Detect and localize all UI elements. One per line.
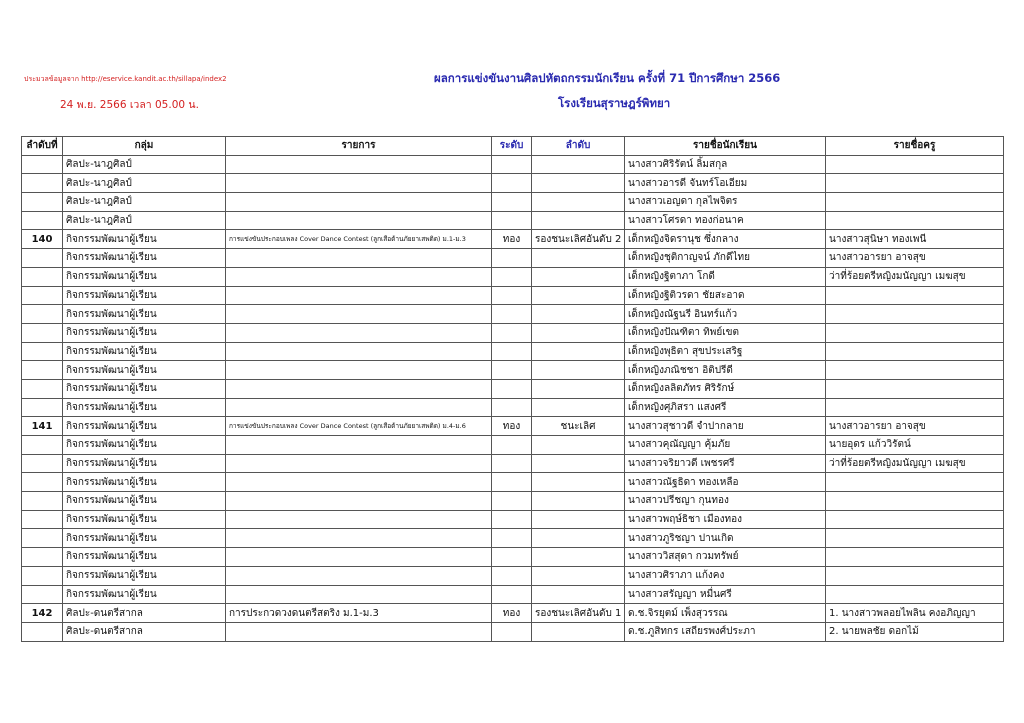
cell-teacher [826, 398, 1004, 417]
cell-no [22, 436, 63, 455]
cell-event [226, 585, 492, 604]
cell-no [22, 174, 63, 193]
cell-no [22, 529, 63, 548]
cell-event [226, 622, 492, 641]
cell-rank [532, 286, 625, 305]
table-row [22, 604, 1004, 623]
table-row [22, 361, 1004, 380]
col-header-no: ลำดับที่ [22, 137, 63, 156]
cell-rank: รองชนะเลิศอันดับ 2 [532, 230, 625, 249]
cell-group: กิจกรรมพัฒนาผู้เรียน [63, 323, 226, 342]
cell-teacher: ว่าที่ร้อยตรีหญิงมนัญญา เมฆสุข [826, 454, 1004, 473]
cell-rank [532, 548, 625, 567]
cell-no [22, 566, 63, 585]
cell-event [226, 305, 492, 324]
cell-rank [532, 323, 625, 342]
cell-no [22, 454, 63, 473]
cell-student: นางสาวภูริชญา ปานเกิด [625, 529, 826, 548]
cell-student: นางสาวพฤษ์ธิชา เมืองทอง [625, 510, 826, 529]
cell-level [492, 622, 532, 641]
cell-student: เด็กหญิงพุธิตา สุขประเสริฐ [625, 342, 826, 361]
cell-rank: ชนะเลิศ [532, 417, 625, 436]
cell-group: กิจกรรมพัฒนาผู้เรียน [63, 510, 226, 529]
cell-event [226, 286, 492, 305]
cell-event [226, 379, 492, 398]
table-row [22, 211, 1004, 230]
cell-group: ศิลปะ-นาฎศิลป์ [63, 193, 226, 212]
cell-rank [532, 436, 625, 455]
cell-no [22, 492, 63, 511]
cell-level [492, 342, 532, 361]
cell-rank [532, 492, 625, 511]
table-row [22, 529, 1004, 548]
cell-rank [532, 193, 625, 212]
cell-group: กิจกรรมพัฒนาผู้เรียน [63, 286, 226, 305]
date-note: 24 พ.ย. 2566 เวลา 05.00 น. [60, 99, 199, 111]
cell-teacher [826, 585, 1004, 604]
cell-event [226, 454, 492, 473]
table-row [22, 454, 1004, 473]
cell-student: ด.ช.จิรยุตม์ เพ็งสุวรรณ [625, 604, 826, 623]
cell-level [492, 566, 532, 585]
cell-no [22, 286, 63, 305]
cell-teacher [826, 510, 1004, 529]
table-row [22, 379, 1004, 398]
school-name: โรงเรียนสุราษฎร์พิทยา [558, 96, 671, 110]
cell-event [226, 155, 492, 174]
table-row [22, 398, 1004, 417]
cell-event [226, 436, 492, 455]
cell-event [226, 473, 492, 492]
cell-group: กิจกรรมพัฒนาผู้เรียน [63, 417, 226, 436]
table-body [22, 155, 1004, 641]
cell-teacher [826, 548, 1004, 567]
table-row [22, 174, 1004, 193]
cell-teacher [826, 566, 1004, 585]
cell-level [492, 398, 532, 417]
cell-group: กิจกรรมพัฒนาผู้เรียน [63, 436, 226, 455]
cell-group: กิจกรรมพัฒนาผู้เรียน [63, 305, 226, 324]
cell-event [226, 510, 492, 529]
cell-teacher: นางสาวอารยา อาจสุข [826, 417, 1004, 436]
cell-level [492, 174, 532, 193]
cell-student: นางสาวเอญดา กุลไพจิตร [625, 193, 826, 212]
cell-rank [532, 361, 625, 380]
cell-teacher [826, 286, 1004, 305]
table-header-row [22, 137, 1004, 156]
cell-group: กิจกรรมพัฒนาผู้เรียน [63, 548, 226, 567]
cell-teacher: 1. นางสาวพลอยไพลิน คงอภิญญา [826, 604, 1004, 623]
table-row [22, 585, 1004, 604]
cell-rank [532, 566, 625, 585]
cell-event [226, 398, 492, 417]
cell-group: กิจกรรมพัฒนาผู้เรียน [63, 379, 226, 398]
cell-level [492, 379, 532, 398]
cell-rank [532, 305, 625, 324]
cell-group: กิจกรรมพัฒนาผู้เรียน [63, 361, 226, 380]
cell-student: เด็กหญิงปัณฑิตา ทิพย์เขต [625, 323, 826, 342]
cell-rank [532, 473, 625, 492]
col-header-teacher: รายชื่อครู [826, 137, 1004, 156]
cell-rank [532, 398, 625, 417]
table-row [22, 155, 1004, 174]
cell-group: กิจกรรมพัฒนาผู้เรียน [63, 566, 226, 585]
cell-teacher [826, 155, 1004, 174]
cell-group: กิจกรรมพัฒนาผู้เรียน [63, 249, 226, 268]
cell-student: นางสาวศิราภา แก้งคง [625, 566, 826, 585]
cell-group: กิจกรรมพัฒนาผู้เรียน [63, 454, 226, 473]
cell-rank [532, 622, 625, 641]
cell-teacher [826, 174, 1004, 193]
cell-student: เด็กหญิงณัฐนรี อินทร์แก้ว [625, 305, 826, 324]
cell-rank: รองชนะเลิศอันดับ 1 [532, 604, 625, 623]
table-row [22, 323, 1004, 342]
table-row [22, 548, 1004, 567]
col-header-event: รายการ [226, 137, 492, 156]
cell-level: ทอง [492, 604, 532, 623]
cell-group: กิจกรรมพัฒนาผู้เรียน [63, 585, 226, 604]
cell-student: เด็กหญิงฐิตาภา โกดี [625, 267, 826, 286]
table-row [22, 249, 1004, 268]
table-row [22, 305, 1004, 324]
cell-teacher [826, 305, 1004, 324]
cell-event [226, 529, 492, 548]
cell-level [492, 286, 532, 305]
cell-no [22, 193, 63, 212]
cell-teacher [826, 211, 1004, 230]
cell-student: เด็กหญิงจิดรานุช ซึ่งกลาง [625, 230, 826, 249]
cell-no [22, 267, 63, 286]
table-row [22, 342, 1004, 361]
cell-rank [532, 379, 625, 398]
table-row [22, 436, 1004, 455]
cell-group: กิจกรรมพัฒนาผู้เรียน [63, 492, 226, 511]
cell-student: เด็กหญิงศุภิสรา แสงศรี [625, 398, 826, 417]
table-row [22, 417, 1004, 436]
cell-group: ศิลปะ-นาฎศิลป์ [63, 174, 226, 193]
cell-group: ศิลปะ-ดนตรีสากล [63, 604, 226, 623]
cell-student: นางสาวณัฐธิดา ทองเหลือ [625, 473, 826, 492]
cell-event [226, 267, 492, 286]
cell-student: เด็กหญิงลลิตภัทร ศิริรักษ์ [625, 379, 826, 398]
cell-group: กิจกรรมพัฒนาผู้เรียน [63, 230, 226, 249]
cell-level [492, 585, 532, 604]
col-header-level: ระดับ [492, 137, 532, 156]
cell-level [492, 548, 532, 567]
cell-teacher [826, 342, 1004, 361]
col-header-student: รายชื่อนักเรียน [625, 137, 826, 156]
cell-event: การแข่งขันประกอบเพลง Cover Dance Contest (ลูกเสือต้านภัยยาเสพติด) ม.1-ม.3 [226, 230, 492, 249]
cell-no [22, 323, 63, 342]
table-row [22, 193, 1004, 212]
cell-teacher [826, 193, 1004, 212]
cell-teacher: นายอุดร แก้ววิรัตน์ [826, 436, 1004, 455]
cell-student: นางสาววิสสุดา กวมทรัพย์ [625, 548, 826, 567]
cell-no [22, 361, 63, 380]
cell-level [492, 323, 532, 342]
cell-teacher [826, 379, 1004, 398]
cell-student: นางสาวอารดี จันทร์โอเอียม [625, 174, 826, 193]
cell-event [226, 323, 492, 342]
cell-student: ด.ช.ภูสิทกร เสถียรพงศ์ประภา [625, 622, 826, 641]
cell-rank [532, 249, 625, 268]
source-note: ประมวลข้อมูลจาก http://eservice.kandit.ac.th/sillapa/index2 [24, 75, 227, 83]
table-row [22, 473, 1004, 492]
cell-teacher: 2. นายพลชัย ดอกไม้ [826, 622, 1004, 641]
cell-level [492, 305, 532, 324]
cell-level [492, 267, 532, 286]
cell-level: ทอง [492, 417, 532, 436]
col-header-rank: ลำดับ [532, 137, 625, 156]
cell-rank [532, 529, 625, 548]
cell-event: การประกวดวงดนตรีสตริง ม.1-ม.3 [226, 604, 492, 623]
table-row [22, 510, 1004, 529]
cell-no [22, 473, 63, 492]
cell-student: นางสาวโศรดา ทองก่อนาค [625, 211, 826, 230]
results-table [21, 136, 1004, 642]
cell-teacher [826, 361, 1004, 380]
cell-student: เด็กหญิงชุติกาญจน์ ภักดีไทย [625, 249, 826, 268]
cell-no [22, 155, 63, 174]
cell-group: ศิลปะ-นาฎศิลป์ [63, 211, 226, 230]
cell-event: การแข่งขันประกอบเพลง Cover Dance Contest (ลูกเสือต้านภัยยาเสพติด) ม.4-ม.6 [226, 417, 492, 436]
cell-event [226, 342, 492, 361]
cell-no [22, 510, 63, 529]
table-row [22, 566, 1004, 585]
cell-rank [532, 585, 625, 604]
cell-level [492, 473, 532, 492]
cell-no [22, 585, 63, 604]
cell-teacher [826, 529, 1004, 548]
cell-event [226, 548, 492, 567]
cell-level: ทอง [492, 230, 532, 249]
cell-rank [532, 342, 625, 361]
cell-group: กิจกรรมพัฒนาผู้เรียน [63, 342, 226, 361]
cell-event [226, 249, 492, 268]
cell-event [226, 193, 492, 212]
cell-group: ศิลปะ-ดนตรีสากล [63, 622, 226, 641]
cell-level [492, 510, 532, 529]
cell-teacher: นางสาวอารยา อาจสุข [826, 249, 1004, 268]
cell-no [22, 622, 63, 641]
cell-student: เด็กหญิงฐิติวรดา ชัยสะอาด [625, 286, 826, 305]
cell-teacher [826, 323, 1004, 342]
cell-level [492, 249, 532, 268]
cell-level [492, 454, 532, 473]
cell-no: 140 [22, 230, 63, 249]
cell-no [22, 249, 63, 268]
cell-level [492, 361, 532, 380]
table-row [22, 230, 1004, 249]
cell-event [226, 492, 492, 511]
cell-group: ศิลปะ-นาฎศิลป์ [63, 155, 226, 174]
cell-student: นางสาวสรัญญา หมื่นศรี [625, 585, 826, 604]
cell-no [22, 398, 63, 417]
cell-no [22, 342, 63, 361]
cell-rank [532, 174, 625, 193]
cell-event [226, 361, 492, 380]
table-row [22, 622, 1004, 641]
cell-no [22, 211, 63, 230]
cell-teacher [826, 492, 1004, 511]
cell-student: นางสาวคุณัญญา คุ้มภัย [625, 436, 826, 455]
cell-no: 142 [22, 604, 63, 623]
cell-teacher [826, 473, 1004, 492]
cell-rank [532, 454, 625, 473]
cell-event [226, 211, 492, 230]
cell-no: 141 [22, 417, 63, 436]
cell-student: นางสาวศิริรัตน์ ลิ้มสกุล [625, 155, 826, 174]
page-title: ผลการแข่งขันงานศิลปหัตถกรรมนักเรียน ครั้งที่ 71 ปีการศึกษา 2566 [434, 71, 781, 85]
cell-rank [532, 211, 625, 230]
cell-group: กิจกรรมพัฒนาผู้เรียน [63, 267, 226, 286]
cell-level [492, 492, 532, 511]
cell-level [492, 193, 532, 212]
cell-student: นางสาวสุชาวดี จำปากลาย [625, 417, 826, 436]
table-row [22, 267, 1004, 286]
cell-event [226, 566, 492, 585]
cell-group: กิจกรรมพัฒนาผู้เรียน [63, 529, 226, 548]
cell-student: นางสาวปรีชญา กุนทอง [625, 492, 826, 511]
cell-level [492, 155, 532, 174]
cell-level [492, 211, 532, 230]
table-row [22, 286, 1004, 305]
cell-level [492, 436, 532, 455]
cell-rank [532, 155, 625, 174]
cell-rank [532, 510, 625, 529]
cell-rank [532, 267, 625, 286]
cell-level [492, 529, 532, 548]
cell-no [22, 548, 63, 567]
cell-no [22, 305, 63, 324]
cell-teacher: ว่าที่ร้อยตรีหญิงมนัญญา เมฆสุข [826, 267, 1004, 286]
table-row [22, 492, 1004, 511]
cell-teacher: นางสาวสุนิษา ทองเพนี [826, 230, 1004, 249]
cell-student: เด็กหญิงภณิชชา อิติปรีดี [625, 361, 826, 380]
col-header-group: กลุ่ม [63, 137, 226, 156]
cell-no [22, 379, 63, 398]
cell-group: กิจกรรมพัฒนาผู้เรียน [63, 473, 226, 492]
cell-student: นางสาวจริยาวดี เพชรศรี [625, 454, 826, 473]
cell-event [226, 174, 492, 193]
cell-group: กิจกรรมพัฒนาผู้เรียน [63, 398, 226, 417]
